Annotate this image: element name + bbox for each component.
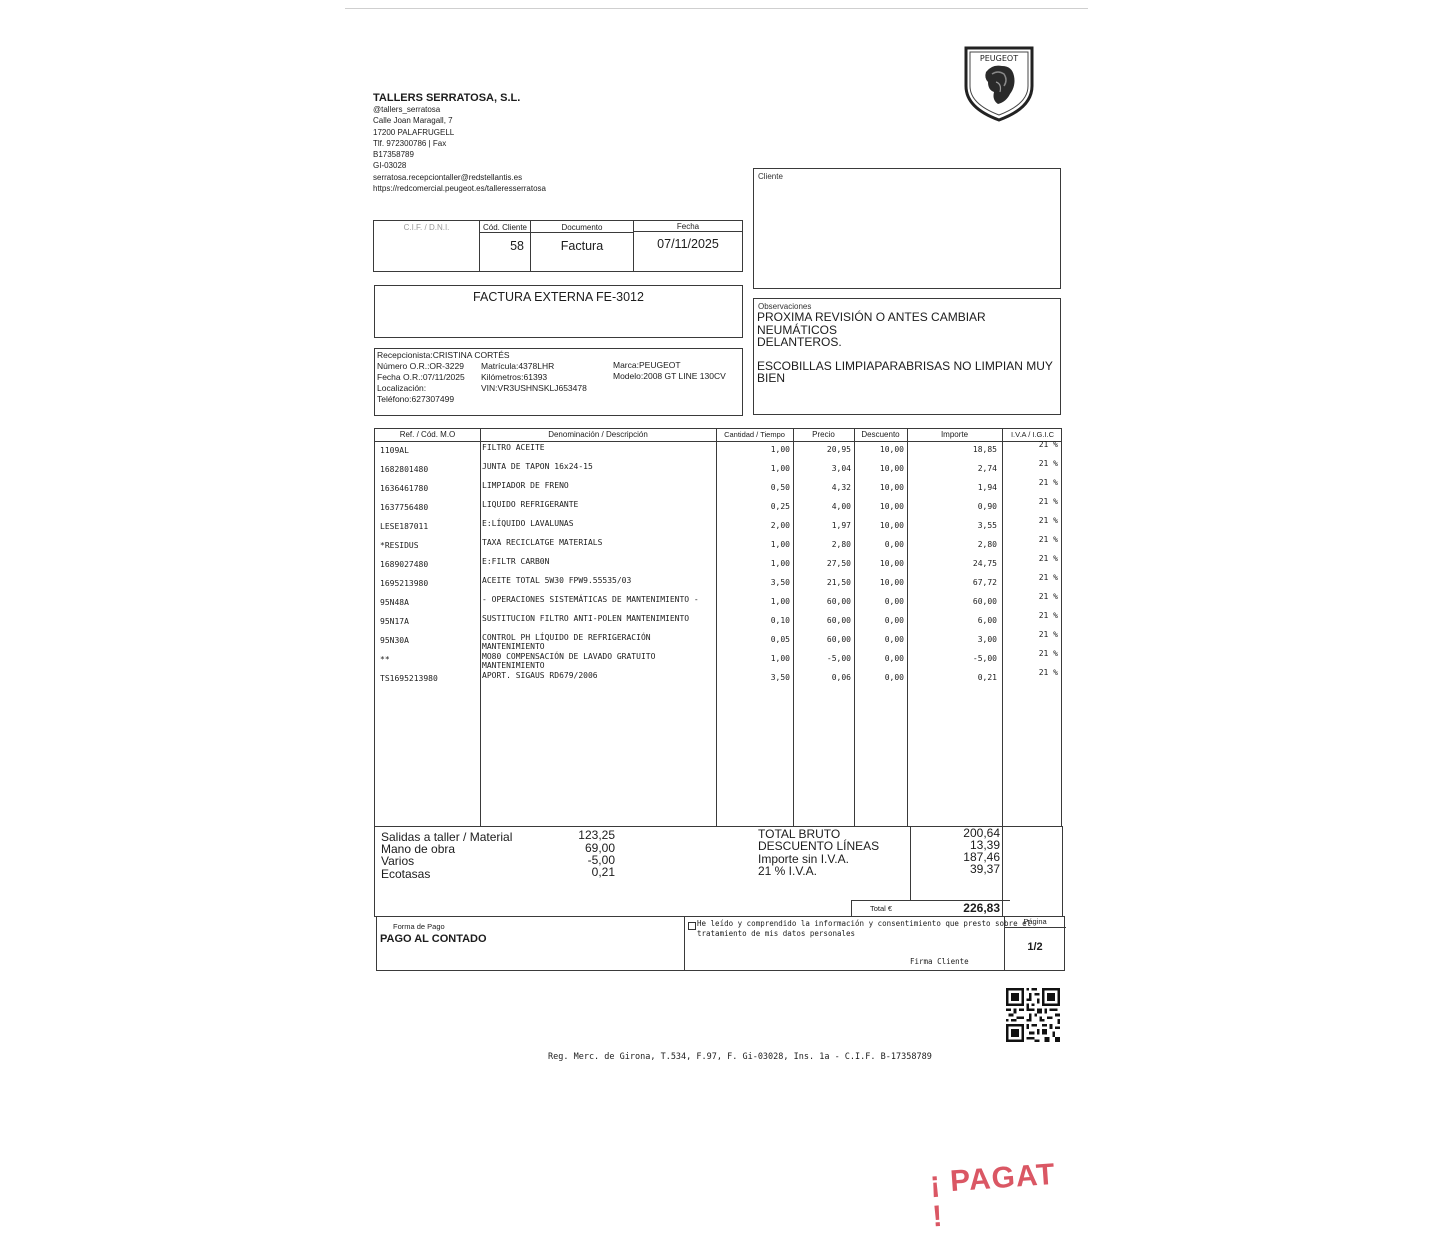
summary-left-value: 123,25 [578, 828, 615, 842]
cell-ref: 1109AL [380, 446, 409, 455]
company-line: Tlf. 972300786 | Fax [373, 138, 447, 148]
company-name: TALLERS SERRATOSA, S.L. [373, 92, 521, 104]
date-cell [633, 220, 743, 272]
summary-left-value: -5,00 [587, 853, 615, 867]
cell-quantity: 1,00 [770, 654, 790, 663]
cell-amount: 3,00 [977, 635, 997, 644]
cell-description: LIQUIDO REFRIGERANTE [482, 500, 579, 509]
client-box [753, 168, 1061, 289]
vin: VIN:VR3USHNSKLJ653478 [481, 383, 587, 393]
summary-right-label: DESCUENTO LÍNEAS [758, 839, 880, 853]
cell-quantity: 1,00 [770, 445, 790, 454]
cell-ref: 95N17A [380, 617, 409, 626]
col-header-price: Precio [812, 430, 835, 439]
cell-vat: 21 % [1038, 573, 1058, 582]
cell-discount: 10,00 [879, 464, 904, 473]
cell-discount: 10,00 [879, 559, 904, 568]
cell-price: 0,06 [831, 673, 851, 682]
summary-right-label: TOTAL BRUTO [758, 827, 841, 841]
cell-discount: 10,00 [879, 578, 904, 587]
cell-vat: 21 % [1038, 592, 1058, 601]
summary-left-label: Salidas a taller / Material [381, 830, 513, 844]
cell-quantity: 3,50 [770, 673, 790, 682]
cell-amount: 67,72 [972, 578, 997, 587]
cell-ref: 1689027480 [380, 560, 429, 569]
cell-discount: 0,00 [884, 673, 904, 682]
cell-price: 4,32 [831, 483, 851, 492]
column-divider [854, 429, 855, 826]
cif-cell [373, 220, 479, 272]
cell-amount: 18,85 [972, 445, 997, 454]
summary-right-value: 187,46 [963, 850, 1000, 864]
col-header-ref: Ref. / Cód. M.O [399, 430, 456, 439]
cell-price: 2,80 [831, 540, 851, 549]
company-line: B17358789 [373, 150, 414, 160]
cell-vat: 21 % [1038, 668, 1058, 677]
col-header-desc: Denominación / Descripción [548, 430, 648, 439]
cell-discount: 0,00 [884, 616, 904, 625]
total-label: Total € [870, 904, 893, 913]
cell-quantity: 0,10 [770, 616, 790, 625]
cell-amount: 2,74 [977, 464, 997, 473]
summary-right-value: 13,39 [969, 838, 1000, 852]
cell-discount: 0,00 [884, 635, 904, 644]
registration-footer: Reg. Merc. de Girona, T.534, F.97, F. Gi-03028, Ins. 1a - C.I.F. B-17358789 [548, 1052, 932, 1062]
cell-quantity: 2,00 [770, 521, 790, 530]
cell-price: 20,95 [826, 445, 851, 454]
cell-vat: 21 % [1038, 649, 1058, 658]
cell-quantity: 1,00 [770, 464, 790, 473]
or-date: Fecha O.R.:07/11/2025 [377, 372, 465, 382]
cell-ref: TS1695213980 [380, 674, 438, 683]
cell-vat: 21 % [1038, 611, 1058, 620]
cell-vat: 21 % [1038, 440, 1058, 449]
cell-description: APORT. SIGAUS RD679/2006 [482, 671, 598, 680]
summary-left-value: 69,00 [584, 841, 615, 855]
summary-divider [1002, 827, 1003, 916]
cell-quantity: 1,00 [770, 597, 790, 606]
cell-description: JUNTA DE TAPON 16x24-15 [482, 462, 593, 471]
consent-checkbox[interactable] [688, 922, 696, 930]
invoice-title: FACTURA EXTERNA FE-3012 [473, 290, 644, 304]
consent-line: He leído y comprendido la información y consentimiento que presto sobre el [697, 919, 1032, 928]
cif-label: C.I.F. / D.N.I. [403, 223, 450, 232]
cell-price: 27,50 [826, 559, 851, 568]
cell-description: E:FILTR CARB0N [482, 557, 550, 566]
model: Modelo:2008 GT LINE 130CV [613, 371, 726, 381]
cell-amount: 2,80 [977, 540, 997, 549]
footer-box [376, 916, 1065, 971]
plate: Matrícula:4378LHR [481, 361, 555, 371]
cell-amount: 60,00 [972, 597, 997, 606]
cell-amount: 1,94 [977, 483, 997, 492]
qr-code-icon[interactable] [1006, 988, 1060, 1042]
observations-label: Observaciones [758, 302, 812, 311]
client-code-label: Cód. Cliente [480, 223, 530, 233]
cell-description: E:LÍQUIDO LAVALUNAS [482, 519, 574, 528]
client-code-value: 58 [510, 239, 524, 253]
cell-ref: 1682801480 [380, 465, 429, 474]
cell-price: 4,00 [831, 502, 851, 511]
cell-amount: 0,21 [977, 673, 997, 682]
cell-ref: 1695213980 [380, 579, 429, 588]
payment-method: PAGO AL CONTADO [380, 933, 487, 945]
column-divider [907, 429, 908, 826]
cell-discount: 10,00 [879, 445, 904, 454]
cell-description: ACEITE TOTAL 5W30 FPW9.55535/03 [482, 576, 632, 585]
cell-vat: 21 % [1038, 497, 1058, 506]
kilometers: Kilómetros:61393 [481, 372, 548, 382]
invoice-title-box [374, 285, 743, 338]
cell-discount: 10,00 [879, 502, 904, 511]
observation-line: BIEN [757, 371, 786, 385]
cell-ref: 1636461780 [380, 484, 429, 493]
summary-left-value: 0,21 [591, 865, 615, 879]
column-divider [716, 429, 717, 826]
col-header-vat: I.V.A / I.G.I.C [1010, 430, 1055, 439]
document-label: Documento [531, 223, 633, 233]
cell-quantity: 0,05 [770, 635, 790, 644]
observation-line: PROXIMA REVISIÓN O ANTES CAMBIAR NEUMÁTICOS [757, 310, 986, 337]
footer-divider [684, 917, 685, 970]
summary-left-label: Mano de obra [381, 842, 456, 856]
cell-vat: 21 % [1038, 478, 1058, 487]
consent-text [697, 919, 1031, 938]
cell-amount: 6,00 [977, 616, 997, 625]
cell-price: 60,00 [826, 616, 851, 625]
column-divider [480, 429, 481, 826]
cell-vat: 21 % [1038, 535, 1058, 544]
cell-quantity: 3,50 [770, 578, 790, 587]
cell-description: SUSTITUCION FILTRO ANTI-POLEN MANTENIMIENTO [482, 614, 690, 623]
cell-price: 3,04 [831, 464, 851, 473]
summary-right-value: 200,64 [963, 826, 1000, 840]
top-scan-line [345, 8, 1088, 9]
summary-left-label: Ecotasas [381, 867, 431, 881]
cell-price: -5,00 [826, 654, 851, 663]
cell-quantity: 1,00 [770, 559, 790, 568]
cell-ref: 1637756480 [380, 503, 429, 512]
company-line: 17200 PALAFRUGELL [373, 127, 455, 137]
document-header-table [373, 220, 743, 272]
payment-label: Forma de Pago [393, 922, 445, 931]
total-value: 226,83 [963, 901, 1000, 915]
cell-description: LIMPIADOR DE FRENO [482, 481, 569, 490]
cell-description: FILTRO ACEITE [482, 443, 545, 452]
cell-discount: 10,00 [879, 521, 904, 530]
cell-price: 1,97 [831, 521, 851, 530]
brand-logo-text: PEUGEOT [979, 54, 1019, 63]
client-label: Cliente [758, 172, 783, 181]
cell-description-continuation: MANTENIMIENTO [482, 642, 545, 651]
summary-divider [910, 827, 911, 900]
column-divider [793, 429, 794, 826]
cell-discount: 0,00 [884, 597, 904, 606]
cell-description: - OPERACIONES SISTEMÁTICAS DE MANTENIMIENTO - [482, 595, 699, 604]
signature-label: Firma Cliente [910, 957, 969, 966]
column-divider [1002, 429, 1003, 826]
cell-ref: LESE187011 [380, 522, 429, 531]
cell-vat: 21 % [1038, 630, 1058, 639]
cell-price: 60,00 [826, 597, 851, 606]
cell-ref: *RESIDUS [380, 541, 419, 550]
client-code-cell [479, 220, 531, 272]
vehicle-info-box [374, 348, 743, 416]
cell-amount: 24,75 [972, 559, 997, 568]
summary-left-label: Varios [381, 854, 415, 868]
cell-vat: 21 % [1038, 459, 1058, 468]
cell-description-continuation: MANTENIMIENTO [482, 661, 545, 670]
total-left-line [851, 900, 852, 917]
cell-ref: 95N48A [380, 598, 409, 607]
cell-discount: 0,00 [884, 540, 904, 549]
observation-line: ESCOBILLAS LIMPIAPARABRISAS NO LIMPIAN MUY [757, 358, 1053, 373]
cell-amount: 0,90 [977, 502, 997, 511]
cell-discount: 0,00 [884, 654, 904, 663]
summary-right-label: Importe sin I.V.A. [758, 852, 849, 866]
paid-stamp: ¡ PAGAT ! [928, 1157, 1057, 1234]
date-value: 07/11/2025 [657, 237, 719, 251]
location: Localización: [377, 383, 427, 393]
cell-quantity: 0,50 [770, 483, 790, 492]
date-label: Fecha [634, 222, 742, 232]
col-header-qty: Cantidad / Tiempo [724, 430, 785, 439]
receptionist: Recepcionista:CRISTINA CORTÉS [377, 350, 510, 360]
summary-box [374, 826, 1063, 917]
table-header-divider [375, 441, 1061, 442]
page-number: 1/2 [1027, 941, 1043, 953]
or-number: Número O.R.:OR-3229 [377, 361, 464, 371]
company-details [373, 104, 546, 194]
observations-box [753, 298, 1061, 415]
cell-amount: 3,55 [977, 521, 997, 530]
col-header-discount: Descuento [861, 430, 900, 439]
document-value: Factura [560, 239, 604, 253]
consent-line: tratamiento de mis datos personales [697, 928, 856, 938]
cell-description: TAXA RECICLATGE MATERIALS [482, 538, 603, 547]
cell-ref: ** [380, 655, 390, 664]
summary-right-label: 21 % I.V.A. [758, 864, 817, 878]
cell-quantity: 1,00 [770, 540, 790, 549]
cell-price: 21,50 [826, 578, 851, 587]
cell-discount: 10,00 [879, 483, 904, 492]
cell-amount: -5,00 [972, 654, 997, 663]
cell-vat: 21 % [1038, 554, 1058, 563]
cell-ref: 95N30A [380, 636, 409, 645]
company-website[interactable]: https://redcomercial.peugeot.es/talleresserratosa [373, 184, 546, 194]
col-header-amount: Importe [940, 430, 969, 439]
cell-vat: 21 % [1038, 516, 1058, 525]
company-line: GI-03028 [373, 161, 407, 171]
company-email[interactable]: serratosa.recepciontaller@redstellantis.es [373, 172, 523, 182]
summary-right-value: 39,37 [969, 862, 1000, 876]
make: Marca:PEUGEOT [613, 360, 681, 370]
cell-description: MO80 COMPENSACIÓN DE LAVADO GRATUITO [482, 652, 656, 661]
observation-line: DELANTEROS. [757, 335, 842, 349]
cell-quantity: 0,25 [770, 502, 790, 511]
cell-price: 60,00 [826, 635, 851, 644]
company-line: @tallers_serratosa [373, 105, 441, 114]
phone: Teléfono:627307499 [377, 394, 455, 404]
page-label: Página [1004, 917, 1066, 928]
company-line: Calle Joan Maragall, 7 [373, 116, 453, 126]
cell-description: CONTROL PH LÍQUIDO DE REFRIGERACIÓN [482, 633, 651, 642]
document-cell [530, 220, 634, 272]
peugeot-logo [962, 42, 1036, 122]
